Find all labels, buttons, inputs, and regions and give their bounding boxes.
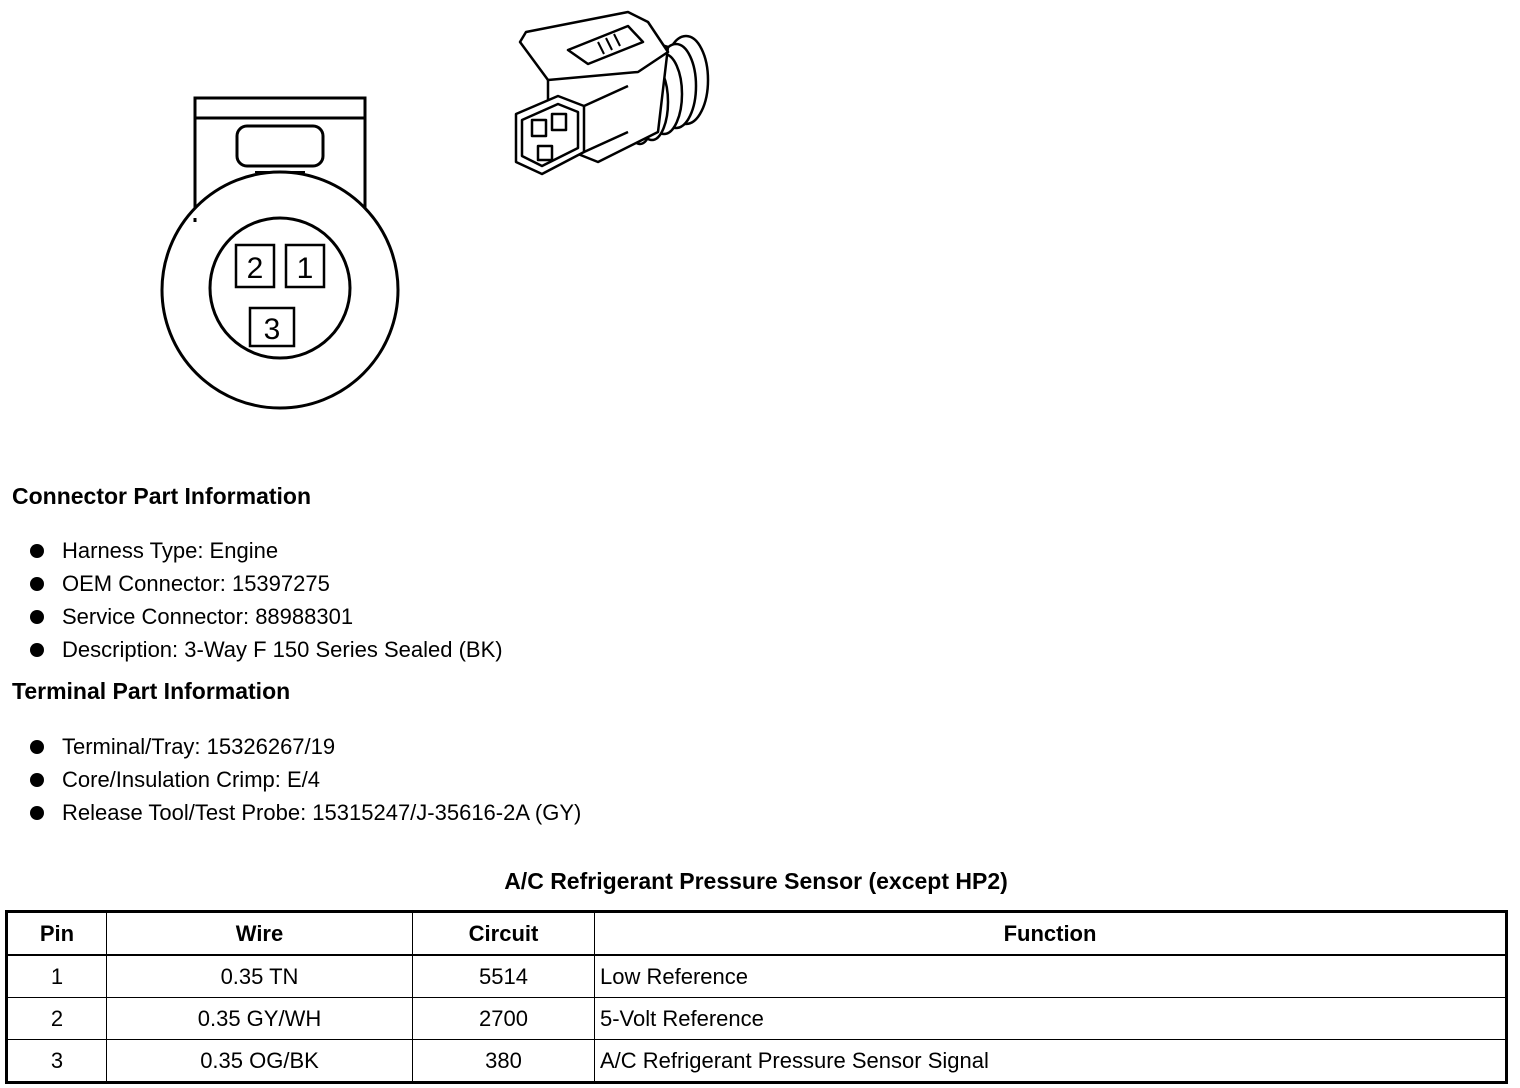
terminal-part-info-list [30, 730, 581, 829]
bullet-icon [30, 806, 44, 820]
list-item-text: Service Connector: 88988301 [62, 604, 354, 629]
connector-face-view [155, 92, 405, 417]
bullet-icon [30, 740, 44, 754]
pin-label-2: 2 [246, 252, 264, 285]
cell-wire: 0.35 OG/BK [107, 1040, 413, 1083]
table-header-row [7, 912, 1507, 956]
pin-table-title: A/C Refrigerant Pressure Sensor (except HP2) [504, 868, 1008, 894]
bullet-icon [30, 544, 44, 558]
list-item-text: Harness Type: Engine [62, 538, 279, 563]
pin-label-3: 3 [263, 313, 281, 346]
bullet-icon [30, 610, 44, 624]
cell-circuit: 5514 [413, 955, 595, 998]
list-item [30, 600, 503, 633]
pin-cavity-3 [250, 308, 294, 346]
table-row [7, 955, 1507, 998]
bullet-icon [30, 643, 44, 657]
pin-cavity-2 [236, 245, 274, 287]
terminal-part-info-heading: Terminal Part Information [12, 678, 291, 704]
list-item [30, 763, 581, 796]
connector-isometric-view [508, 2, 723, 182]
column-header-circuit: Circuit [413, 912, 595, 956]
column-header-wire: Wire [107, 912, 413, 956]
list-item [30, 633, 503, 666]
cell-function: 5-Volt Reference [595, 998, 1507, 1040]
cell-pin: 3 [7, 1040, 107, 1083]
connector-part-info-heading: Connector Part Information [12, 483, 312, 509]
cell-wire: 0.35 GY/WH [107, 998, 413, 1040]
cell-pin: 1 [7, 955, 107, 998]
bullet-icon [30, 577, 44, 591]
cell-circuit: 2700 [413, 998, 595, 1040]
cell-circuit: 380 [413, 1040, 595, 1083]
pin-label-1: 1 [296, 252, 314, 285]
pin-table [5, 910, 1508, 1084]
pin-cavity-1 [286, 245, 324, 287]
list-item-text: Terminal/Tray: 15326267/19 [62, 734, 336, 759]
list-item-text: OEM Connector: 15397275 [62, 571, 330, 596]
table-row [7, 998, 1507, 1040]
bullet-icon [30, 773, 44, 787]
table-row [7, 1040, 1507, 1083]
list-item [30, 567, 503, 600]
list-item-text: Core/Insulation Crimp: E/4 [62, 767, 320, 792]
cell-wire: 0.35 TN [107, 955, 413, 998]
cell-function: A/C Refrigerant Pressure Sensor Signal [595, 1040, 1507, 1083]
list-item [30, 730, 581, 763]
list-item [30, 534, 503, 567]
list-item-text: Description: 3-Way F 150 Series Sealed (BK) [62, 637, 503, 662]
cell-function: Low Reference [595, 955, 1507, 998]
connector-part-info-list [30, 534, 503, 666]
column-header-pin: Pin [7, 912, 107, 956]
list-item [30, 796, 581, 829]
list-item-text: Release Tool/Test Probe: 15315247/J-35616-2A (GY) [62, 800, 582, 825]
cell-pin: 2 [7, 998, 107, 1040]
column-header-function: Function [595, 912, 1507, 956]
